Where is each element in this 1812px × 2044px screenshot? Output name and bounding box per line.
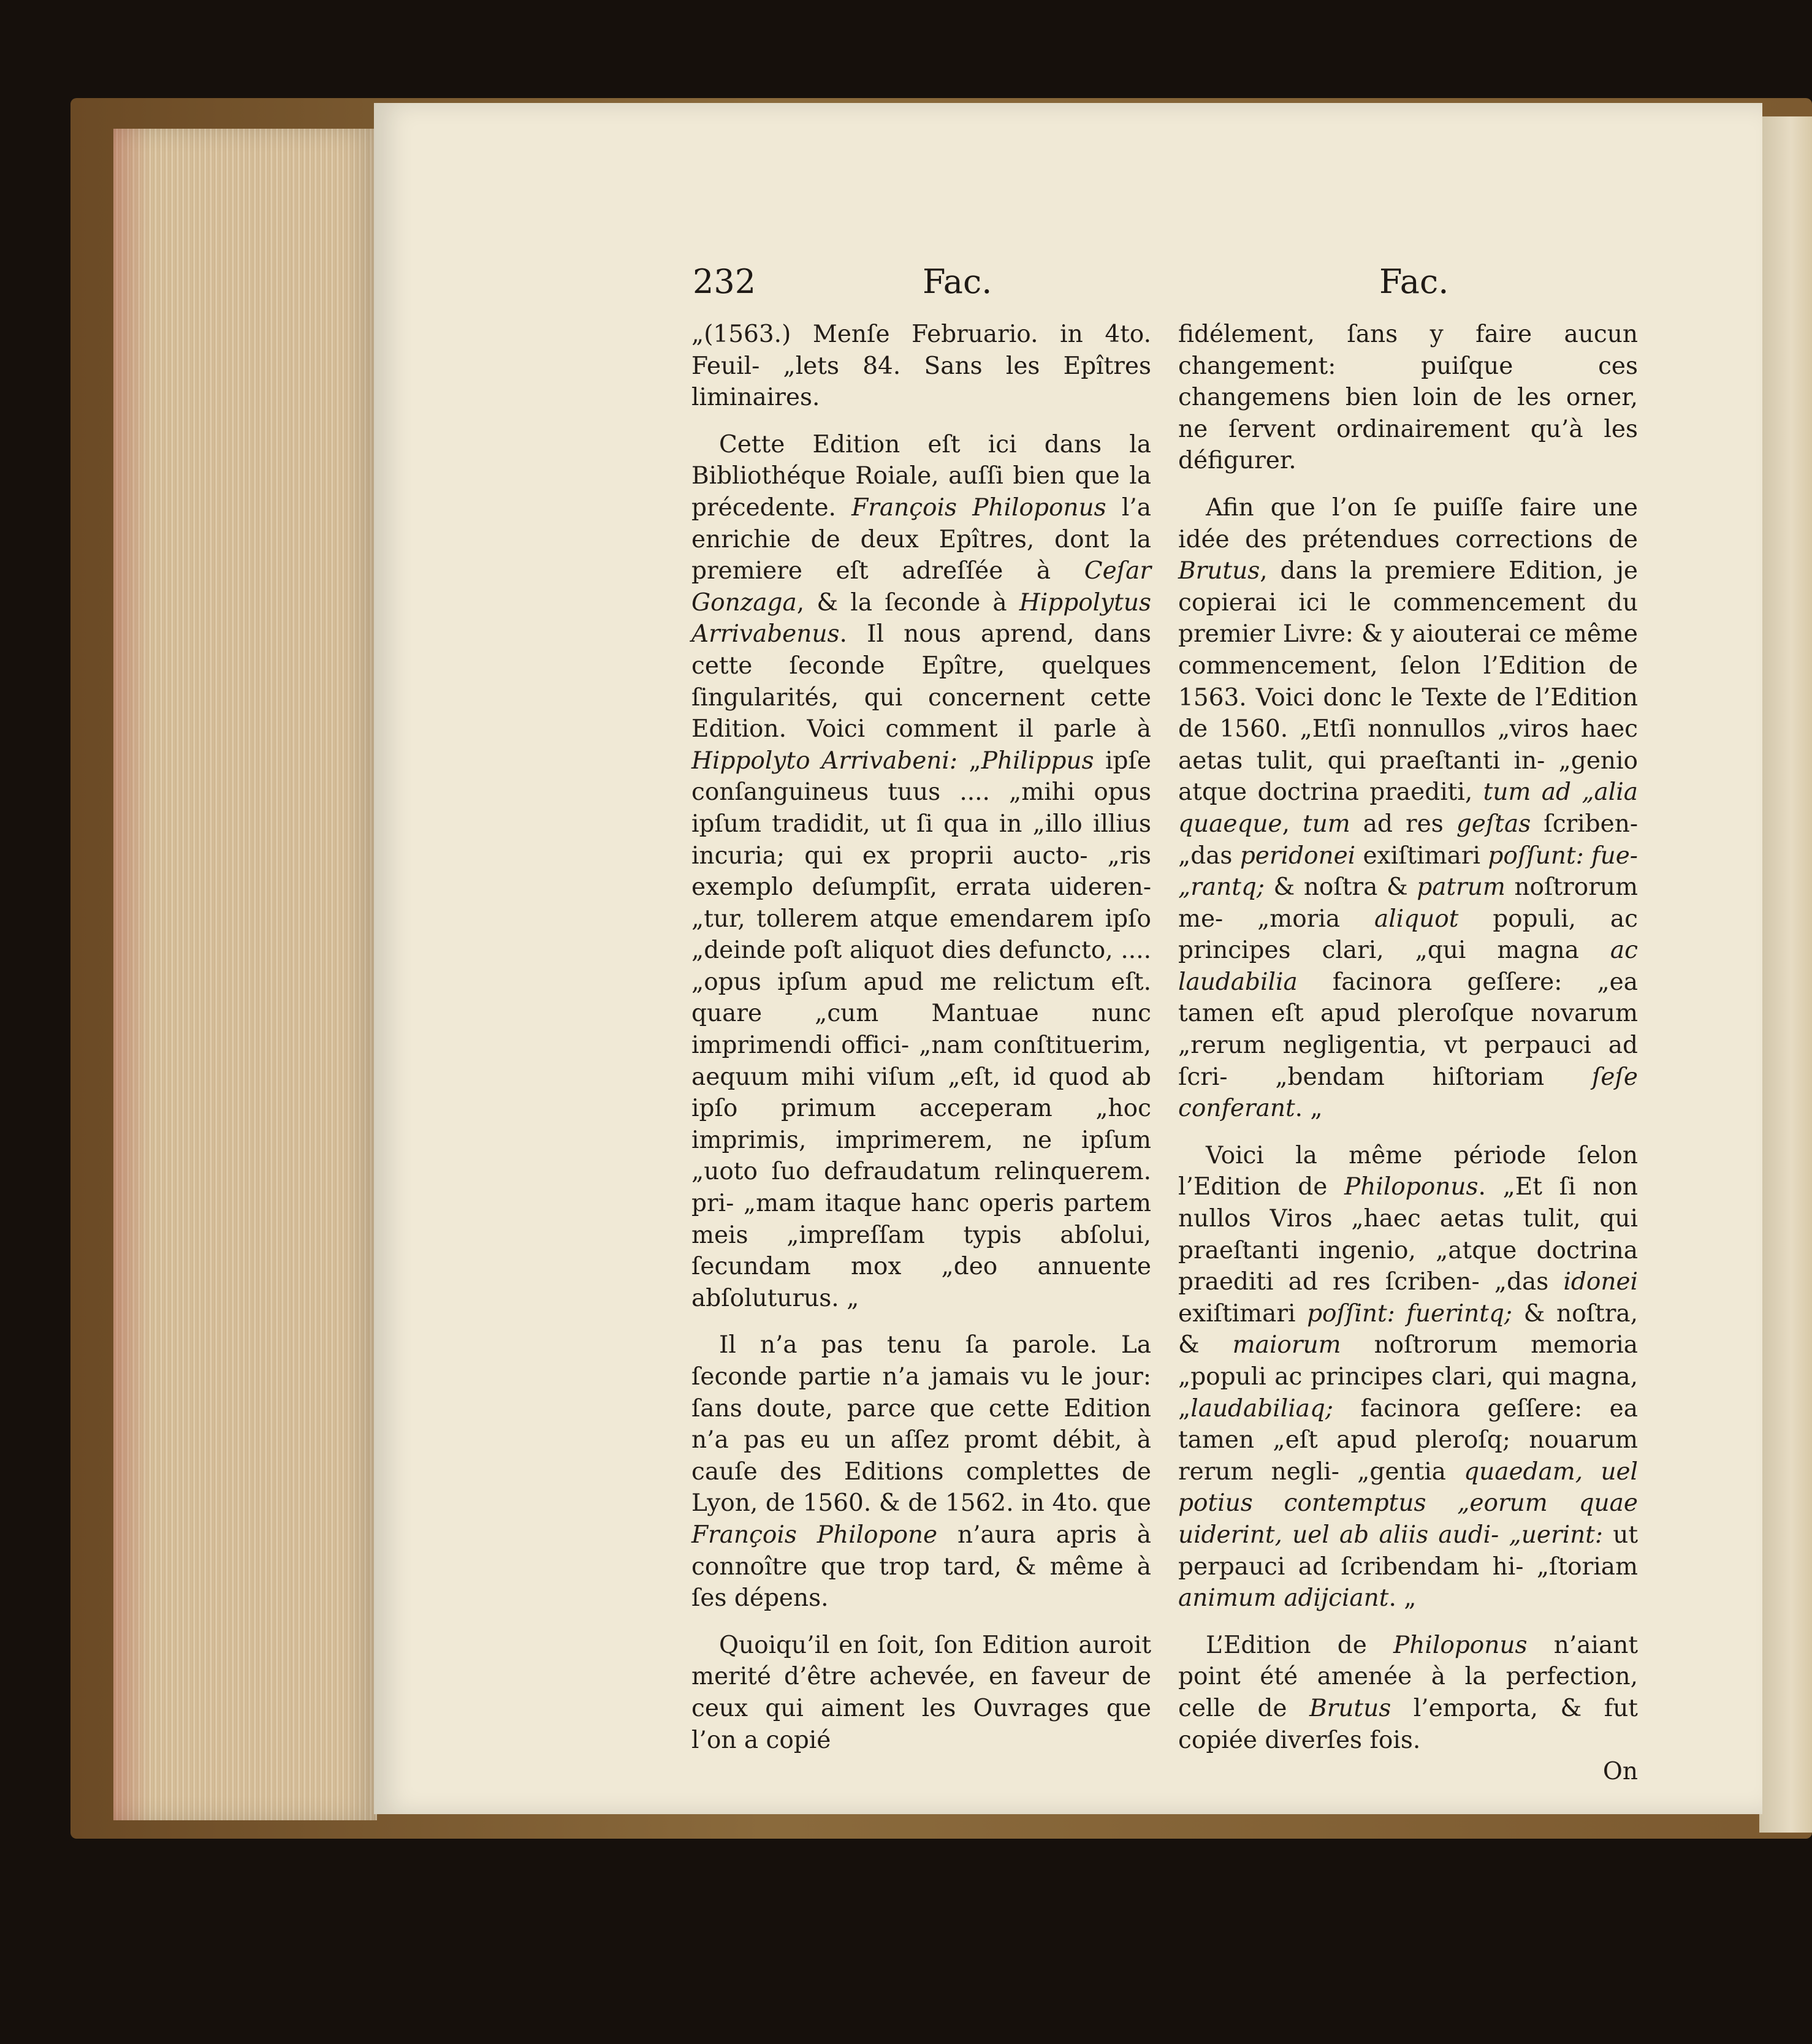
left-column [691, 319, 1151, 1771]
left-paragraph-1: „(1563.) Menſe Februario. in 4to. Feuil- „lets 84. Sans les Epîtres liminaires. [691, 321, 1151, 412]
catchword: On [1602, 1758, 1638, 1786]
right-column [1178, 319, 1638, 1803]
red-edge-tint [113, 129, 150, 1820]
left-paragraph-3: Il n’a pas tenu ſa parole. La ſeconde partie n’a jamais vu le jour: ſans doute, parce que cette Edition n’a pas eu un aſſez promt débit, à cauſe des Editions complettes de Lyon, de 1560. & de 1562. in 4to. que François Philopone n’aura apris à connoître que trop tard, & même à ſes dépens. [691, 1331, 1151, 1613]
page-number: 232 [693, 262, 756, 301]
facing-page-edge [1759, 116, 1812, 1833]
right-paragraph-4: L’Edition de Philoponus n’aiant point été amenée à la perfection, celle de Brutus l’emporta, & fut copiée diverſes fois. [1178, 1631, 1638, 1754]
right-paragraph-1: fidélement, ſans y faire aucun changement: puiſque ces changemens bien loin de les orner, ne ſervent ordinairement qu’à les défigurer. [1178, 321, 1638, 475]
right-running-head: Fac. [1379, 262, 1449, 301]
left-paragraph-2: Cette Edition eſt ici dans la Bibliothéque Roiale, auſſi bien que la précedente. François Philoponus l’a enrichie de deux Epîtres, dont la premiere eſt adreſſée à Ceſar Gonzaga, & la ſeconde à Hippolytus Arrivabenus. Il nous aprend, dans cette ſeconde Epître, quelques ſingularités, qui concernent cette Edition. Voici comment il parle à Hippolyto Arrivabeni: „Philippus ipſe conſanguineus tuus .... „mihi opus ipſum tradidit, ut ſi qua in „illo illius incuria; qui ex proprii aucto- „ris exemplo deſumpſit, errata uideren- „tur, tollerem atque emendarem ipſo „deinde poſt aliquot dies defuncto, .... „opus ipſum apud me relictum eſt. quare „cum Mantuae nunc imprimendi offici- „nam conſtituerim, aequum mihi viſum „eſt, id quod ab ipſo primum acceperam „hoc imprimis, imprimerem, ne ipſum „uoto ſuo defraudatum relinquerem. pri- „mam itaque hanc operis partem meis „impreſſam typis abſolui, ſecundam mox „deo annuente abſoluturus. „ [691, 430, 1151, 1312]
right-paragraph-3: Voici la même période ſelon l’Edition de Philoponus. „Et ſi non nullos Viros „haec aetas tulit, qui praeſtanti ingenio, „atque doctrina praediti ad res ſcriben- „das idonei exiſtimari poſſint: fuerintq; & noſtra, & maiorum noſtrorum memoria „populi ac principes clari, qui magna, „laudabiliaq; facinora geſſere: ea tamen „eſt apud pleroſq; nouarum rerum negli- „gentia quaedam, uel potius contemptus „eorum quae uiderint, uel ab aliis audi- „uerint: ut perpauci ad ſcribendam hi- „ſtoriam animum adijciant. „ [1178, 1141, 1639, 1613]
left-running-head: Fac. [923, 262, 992, 301]
right-paragraph-2: Afin que l’on ſe puiſſe faire une idée des prétendues corrections de Brutus, dans la premiere Edition, je copierai ici le commencement du premier Livre: & y aiouterai ce même commencement, ſelon l’Edition de 1563. Voici donc le Texte de l’Edition de 1560. „Etſi nonnullos „viros haec aetas tulit, qui praeſtanti in- „genio atque doctrina praediti, tum ad „alia quaeque, tum ad res geſtas ſcriben- „das peridonei exiſtimari poſſunt: fue- „rantq; & noſtra & patrum noſtrorum me- „moria aliquot populi, ac principes clari, „qui magna ac laudabilia facinora geſſere: „ea tamen eſt apud pleroſque novarum „rerum negligentia, vt perpauci ad ſcri- „bendam hiſtoriam ſeſe conferant. „ [1178, 493, 1638, 1123]
left-paragraph-4: Quoiqu’il en ſoit, ſon Edition auroit merité d’être achevée, en faveur de ceux qui aiment les Ouvrages que l’on a copié [691, 1631, 1151, 1754]
page-edges [113, 129, 377, 1820]
